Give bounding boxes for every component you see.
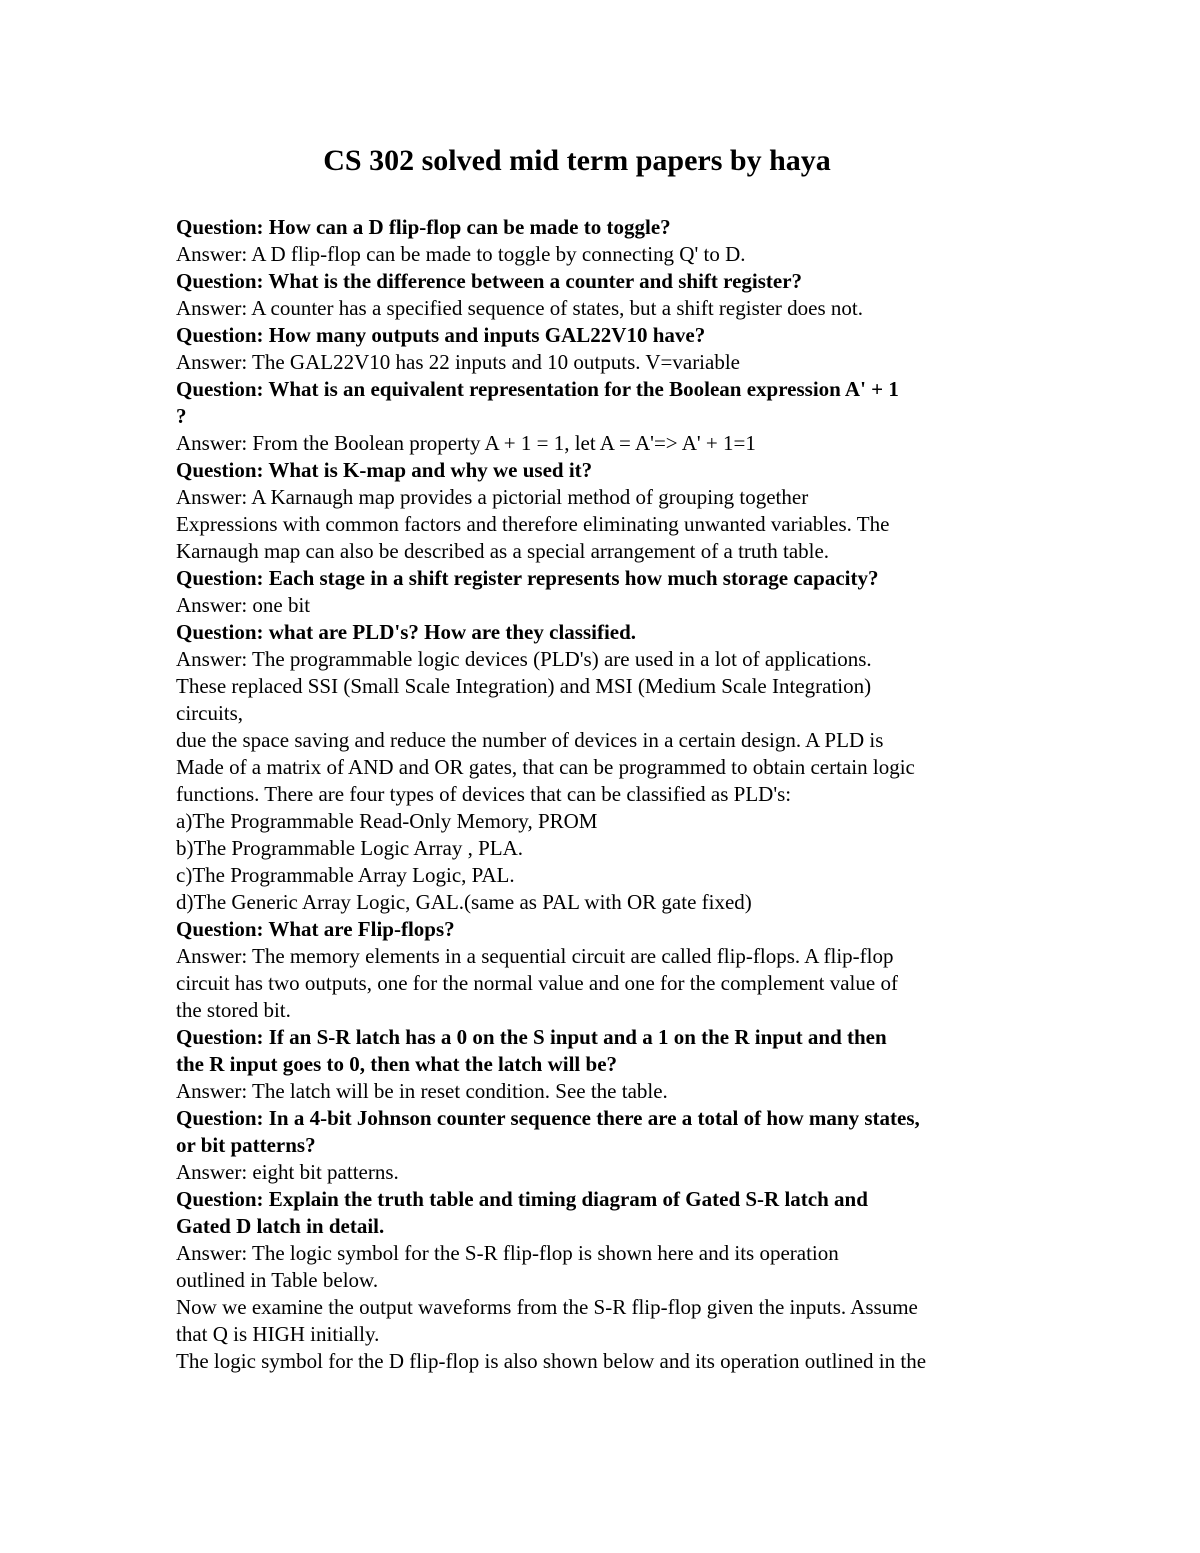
question-line: Question: How can a D flip-flop can be made to toggle? [176, 215, 671, 239]
question-line: Question: what are PLD's? How are they classified. [176, 620, 637, 644]
answer-line: d)The Generic Array Logic, GAL.(same as PAL with OR gate fixed) [176, 890, 752, 914]
question-line: Question: What is the difference between a counter and shift register? [176, 269, 803, 293]
question-line: Question: How many outputs and inputs GAL22V10 have? [176, 323, 706, 347]
answer-line: circuits, [176, 701, 244, 725]
answer-line: Answer: one bit [176, 593, 311, 617]
answer-line: Answer: eight bit patterns. [176, 1160, 399, 1184]
question-line: the R input goes to 0, then what the latch will be? [176, 1052, 618, 1076]
document-body [176, 214, 1026, 1375]
answer-line: Expressions with common factors and therefore eliminating unwanted variables. The [176, 512, 890, 536]
answer-line: the stored bit. [176, 998, 291, 1022]
answer-line: Now we examine the output waveforms from the S-R flip-flop given the inputs. Assume [176, 1295, 918, 1319]
answer-line: circuit has two outputs, one for the normal value and one for the complement value of [176, 971, 898, 995]
answer-line: These replaced SSI (Small Scale Integration) and MSI (Medium Scale Integration) [176, 674, 872, 698]
answer-line: Answer: A counter has a specified sequence of states, but a shift register does not. [176, 296, 863, 320]
document-title: CS 302 solved mid term papers by haya [323, 144, 831, 177]
question-line: Question: What are Flip-flops? [176, 917, 455, 941]
question-line: Question: What is an equivalent representation for the Boolean expression A' + 1 [176, 377, 899, 401]
question-line: Question: What is K-map and why we used it? [176, 458, 593, 482]
question-line: Gated D latch in detail. [176, 1214, 385, 1238]
answer-line: that Q is HIGH initially. [176, 1322, 380, 1346]
answer-line: functions. There are four types of devices that can be classified as PLD's: [176, 782, 792, 806]
answer-line: Answer: From the Boolean property A + 1 = 1, let A = A'=> A' + 1=1 [176, 431, 756, 455]
answer-line: Answer: The GAL22V10 has 22 inputs and 10 outputs. V=variable [176, 350, 740, 374]
answer-line: Answer: A Karnaugh map provides a pictorial method of grouping together [176, 485, 809, 509]
document-page [176, 140, 1026, 1375]
answer-line: Answer: A D flip-flop can be made to toggle by connecting Q' to D. [176, 242, 746, 266]
question-line: Question: Explain the truth table and timing diagram of Gated S-R latch and [176, 1187, 868, 1211]
answer-line: due the space saving and reduce the number of devices in a certain design. A PLD is [176, 728, 884, 752]
answer-line: a)The Programmable Read-Only Memory, PROM [176, 809, 598, 833]
answer-line: Answer: The programmable logic devices (PLD's) are used in a lot of applications. [176, 647, 872, 671]
answer-line: Made of a matrix of AND and OR gates, that can be programmed to obtain certain logic [176, 755, 915, 779]
question-line: ? [176, 404, 187, 428]
question-line: Question: If an S-R latch has a 0 on the S input and a 1 on the R input and then [176, 1025, 887, 1049]
answer-line: Karnaugh map can also be described as a special arrangement of a truth table. [176, 539, 830, 563]
question-line: or bit patterns? [176, 1133, 316, 1157]
answer-line: b)The Programmable Logic Array , PLA. [176, 836, 523, 860]
answer-line: The logic symbol for the D flip-flop is also shown below and its operation outlined in the [176, 1349, 927, 1373]
question-line: Question: In a 4-bit Johnson counter sequence there are a total of how many states, [176, 1106, 920, 1130]
answer-line: Answer: The memory elements in a sequential circuit are called flip-flops. A flip-flop [176, 944, 894, 968]
question-line: Question: Each stage in a shift register represents how much storage capacity? [176, 566, 879, 590]
answer-line: Answer: The latch will be in reset condition. See the table. [176, 1079, 668, 1103]
answer-line: Answer: The logic symbol for the S-R flip-flop is shown here and its operation [176, 1241, 839, 1265]
answer-line: c)The Programmable Array Logic, PAL. [176, 863, 515, 887]
answer-line: outlined in Table below. [176, 1268, 379, 1292]
